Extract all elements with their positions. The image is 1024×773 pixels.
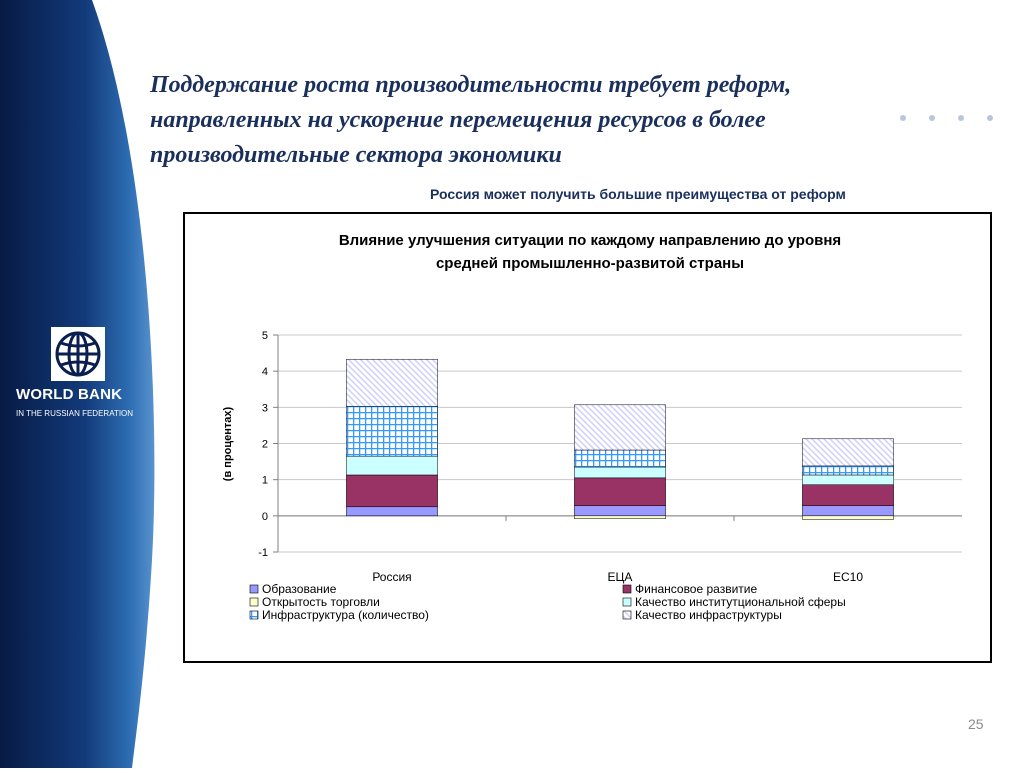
bar-segment (346, 507, 437, 516)
y-tick-label: 4 (261, 366, 268, 379)
slide-title-line: Поддержание роста производительности требует реформ, (150, 72, 792, 98)
bar-segment (574, 506, 665, 516)
legend-swatch (623, 611, 631, 619)
logo-subtitle: IN THE RUSSIAN FEDERATION (16, 409, 134, 418)
legend-label: Инфраструктура (количество) (262, 608, 429, 622)
bar-segment (574, 478, 665, 506)
slide-title-line: направленных на ускорение перемещения ресурсов в более (150, 107, 766, 133)
bar-segment-negative (802, 516, 893, 520)
logo-name: WORLD BANK (16, 386, 123, 403)
chart-title: Влияние улучшения ситуации по каждому направлению до уровня (338, 232, 842, 249)
legend-label: Качество институтциональной сферы (635, 595, 846, 609)
bar-segment (574, 405, 665, 450)
y-tick-label: 5 (261, 330, 268, 342)
slide-title-line: производительные сектора экономики (150, 142, 562, 168)
legend (250, 582, 846, 622)
slide-title (150, 68, 910, 173)
legend-item (623, 582, 757, 596)
y-tick-label: 1 (261, 474, 268, 487)
legend-swatch (623, 585, 631, 593)
bar-segment (802, 466, 893, 475)
legend-swatch (250, 598, 258, 606)
legend-label: Качество инфраструктуры (635, 608, 782, 622)
y-tick-label: 3 (261, 402, 268, 415)
bar-segment (346, 406, 437, 456)
x-tick-label: Россия (372, 570, 412, 584)
legend-swatch (623, 598, 631, 606)
bar-segment (802, 506, 893, 516)
legend-item (250, 582, 337, 596)
logo (51, 327, 105, 381)
chart-title: средней промышленно-развитой страны (435, 255, 745, 272)
legend-item (250, 595, 380, 609)
plot-area (258, 330, 962, 584)
y-tick-label: 0 (261, 510, 268, 523)
y-axis-label: (в процентах) (222, 406, 234, 482)
bar-segment (574, 467, 665, 478)
legend-swatch (250, 611, 258, 619)
page-number: 25 (968, 716, 984, 732)
bar-segment (346, 359, 437, 406)
bar-segment (802, 439, 893, 466)
legend-swatch (250, 585, 258, 593)
bar-segment (802, 485, 893, 506)
bar-segment (346, 456, 437, 475)
globe-icon (54, 330, 102, 378)
legend-item (250, 608, 429, 622)
legend-label: Образование (262, 582, 337, 596)
bar-segment (346, 475, 437, 507)
stacked-bar-chart (185, 214, 990, 661)
y-tick-label: -1 (258, 547, 268, 559)
legend-label: Финансовое развитие (635, 582, 758, 596)
y-tick-label: 2 (261, 438, 268, 451)
x-tick-label: ЕЦА (607, 570, 633, 584)
legend-label: Открытость торговли (262, 595, 380, 609)
x-tick-label: ЕС10 (832, 570, 864, 584)
bar-segment (802, 475, 893, 485)
legend-item (623, 608, 782, 622)
decorative-dots (896, 110, 1006, 126)
slide-subtitle: Россия может получить большие преимущества от реформ (430, 186, 846, 202)
legend-item (623, 595, 846, 609)
bar-segment-negative (574, 516, 665, 519)
chart-frame (183, 212, 992, 663)
bar-segment (574, 450, 665, 467)
